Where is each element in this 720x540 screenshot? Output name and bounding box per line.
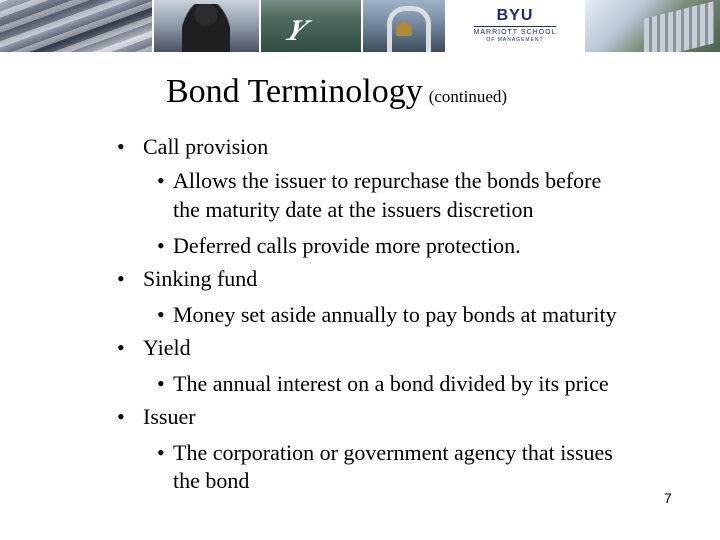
- title-suffix: (continued): [428, 87, 508, 106]
- list-item: Call provision: [143, 134, 269, 159]
- bullet-icon: •: [157, 302, 165, 327]
- page-number: 7: [664, 490, 672, 506]
- bullet-icon: •: [117, 266, 125, 291]
- list-item-continued: the maturity date at the issuers discretion: [173, 197, 534, 222]
- bullet-icon: •: [157, 371, 165, 396]
- bullet-icon: •: [157, 440, 165, 465]
- list-item: Allows the issuer to repurchase the bonds before: [173, 168, 602, 193]
- bullet-icon: •: [157, 233, 165, 258]
- bullet-icon: •: [117, 404, 125, 429]
- list-item: Deferred calls provide more protection.: [173, 233, 521, 258]
- list-item: The corporation or government agency that issues: [173, 440, 613, 465]
- bullet-icon: •: [117, 134, 125, 159]
- title-text: Bond Terminology: [166, 73, 423, 110]
- bullet-icon: •: [157, 168, 165, 193]
- list-item: Yield: [143, 335, 191, 360]
- bullet-icon: •: [117, 335, 125, 360]
- school-text: MARRIOTT SCHOOL: [474, 26, 557, 37]
- list-item: The annual interest on a bond divided by its price: [173, 371, 609, 396]
- brand-text: BYU: [496, 7, 534, 24]
- list-item: Sinking fund: [143, 266, 258, 291]
- banner-image-y-logo: Y: [261, 0, 361, 52]
- list-item: Money set aside annually to pay bonds at maturity: [173, 302, 617, 327]
- list-item: Issuer: [143, 404, 196, 429]
- list-item-continued: the bond: [173, 468, 250, 493]
- school-subtext: OF MANAGEMENT: [486, 37, 544, 43]
